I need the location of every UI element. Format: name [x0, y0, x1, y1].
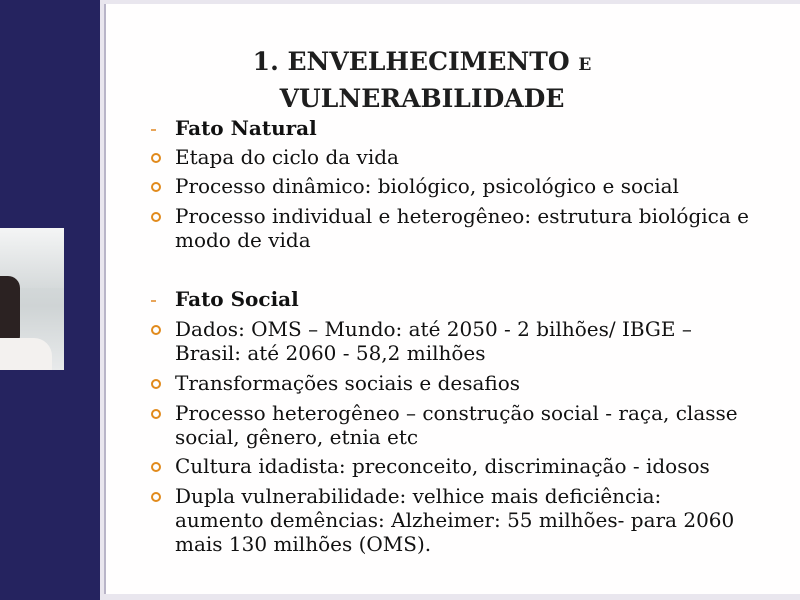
dash-bullet-icon	[151, 300, 156, 302]
title-line2: VULNERABILIDADE	[279, 84, 565, 113]
dash-bullet-icon	[151, 129, 156, 131]
circle-bullet-icon	[151, 325, 161, 335]
participant-video-tile[interactable]	[0, 228, 64, 370]
participant-shirt	[0, 338, 52, 370]
circle-bullet-icon	[151, 492, 161, 502]
circle-bullet-icon	[151, 182, 161, 192]
slide-title	[112, 45, 732, 115]
circle-bullet-icon	[151, 409, 161, 419]
title-main: 1. ENVELHECIMENTO	[252, 47, 570, 76]
circle-bullet-icon	[151, 462, 161, 472]
title-conjunction: E	[578, 55, 592, 75]
circle-bullet-icon	[151, 379, 161, 389]
circle-bullet-icon	[151, 153, 161, 163]
circle-bullet-icon	[151, 212, 161, 222]
